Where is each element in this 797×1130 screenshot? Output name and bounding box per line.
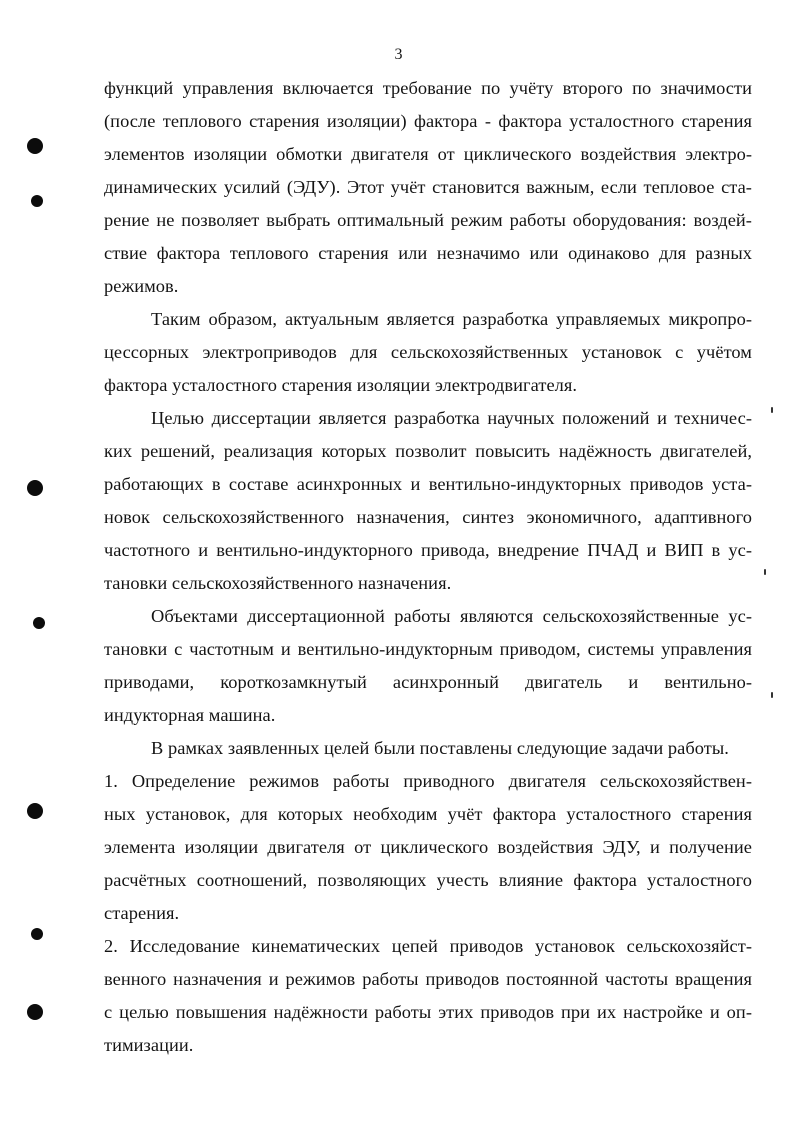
text-line: приводами, короткозамкнутый асинхронный двигатель и вентильно- xyxy=(104,672,752,692)
text-line: Целью диссертации является разработка научных положений и техничес- xyxy=(151,408,752,428)
text-line: тановки сельскохозяйственного назначения. xyxy=(104,573,452,593)
binder-hole-icon xyxy=(27,480,43,496)
scan-speck-icon xyxy=(771,407,773,413)
text-line: частотного и вентильно-индукторного привода, внедрение ПЧАД и ВИП в ус- xyxy=(104,540,752,560)
text-line: элементов изоляции обмотки двигателя от циклического воздействия электро- xyxy=(104,144,752,164)
text-line: расчётных соотношений, позволяющих учесть влияние фактора усталостного xyxy=(104,870,752,890)
text-line: функций управления включается требование по учёту второго по значимости xyxy=(104,78,752,98)
binder-hole-icon xyxy=(27,803,43,819)
binder-hole-icon xyxy=(27,138,43,154)
text-line: с целью повышения надёжности работы этих приводов при их настройке и оп- xyxy=(104,1002,752,1022)
page-number: 3 xyxy=(394,46,403,63)
binder-hole-icon xyxy=(31,928,43,940)
text-line: работающих в составе асинхронных и вентильно-индукторных приводов уста- xyxy=(104,474,752,494)
scan-speck-icon xyxy=(771,692,773,698)
text-line: ных установок, для которых необходим учёт фактора усталостного старения xyxy=(104,804,752,824)
text-line: фактора усталостного старения изоляции электродвигателя. xyxy=(104,375,578,395)
text-line: В рамках заявленных целей были поставлены следующие задачи работы. xyxy=(151,738,729,758)
binder-hole-icon xyxy=(27,1004,43,1020)
binder-hole-icon xyxy=(31,195,43,207)
text-line: ких решений, реализация которых позволит повысить надёжность двигателей, xyxy=(104,441,752,461)
text-line: новок сельскохозяйственного назначения, синтез экономичного, адаптивного xyxy=(104,507,752,527)
text-line: ствие фактора теплового старения или незначимо или одинаково для разных xyxy=(104,243,752,263)
text-line: старения. xyxy=(104,903,180,923)
text-line: тимизации. xyxy=(104,1035,194,1055)
text-line: венного назначения и режимов работы приводов постоянной частоты вращения xyxy=(104,969,752,989)
text-line: динамических усилий (ЭДУ). Этот учёт становится важным, если тепловое ста- xyxy=(104,177,752,197)
text-line: цессорных электроприводов для сельскохозяйственных установок с учётом xyxy=(104,342,752,362)
text-line: индукторная машина. xyxy=(104,705,276,725)
text-line: режимов. xyxy=(104,276,179,296)
text-line: Таким образом, актуальным является разработка управляемых микропро- xyxy=(151,309,752,329)
scan-speck-icon xyxy=(764,569,766,575)
text-line: Объектами диссертационной работы являются сельскохозяйственные ус- xyxy=(151,606,752,626)
binder-hole-icon xyxy=(33,617,45,629)
text-line: 2. Исследование кинематических цепей приводов установок сельскохозяйст- xyxy=(104,936,752,956)
text-line: рение не позволяет выбрать оптимальный режим работы оборудования: воздей- xyxy=(104,210,752,230)
text-line: (после теплового старения изоляции) фактора - фактора усталостного старения xyxy=(104,111,752,131)
text-line: элемента изоляции двигателя от циклического воздействия ЭДУ, и получение xyxy=(104,837,752,857)
text-line: 1. Определение режимов работы приводного двигателя сельскохозяйствен- xyxy=(104,771,752,791)
text-line: тановки с частотным и вентильно-индукторным приводом, системы управления xyxy=(104,639,752,659)
